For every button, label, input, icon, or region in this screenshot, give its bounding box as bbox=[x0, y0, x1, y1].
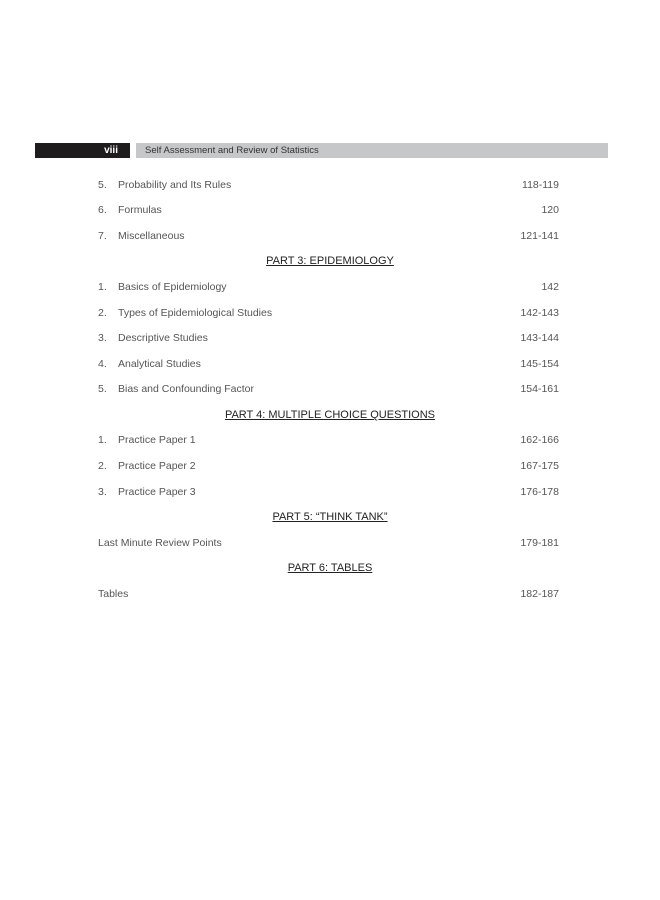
toc-entry bbox=[98, 433, 559, 447]
entry-title: Basics of Epidemiology bbox=[118, 281, 227, 293]
entry-title: Practice Paper 2 bbox=[118, 460, 196, 472]
entry-pages: 142 bbox=[541, 281, 559, 293]
toc-entry bbox=[98, 459, 559, 473]
entry-title: Descriptive Studies bbox=[118, 332, 208, 344]
entry-title: Last Minute Review Points bbox=[98, 537, 222, 549]
entry-title: Miscellaneous bbox=[118, 230, 185, 242]
entry-title: Formulas bbox=[118, 204, 162, 216]
part-3-heading: PART 3: EPIDEMIOLOGY bbox=[266, 255, 394, 267]
entry-title: Bias and Confounding Factor bbox=[118, 383, 255, 395]
toc-entry bbox=[98, 485, 559, 499]
entry-title: Tables bbox=[98, 588, 129, 600]
entry-title: Practice Paper 3 bbox=[118, 486, 196, 498]
entry-number: 5. bbox=[98, 383, 107, 395]
entry-title: Types of Epidemiological Studies bbox=[118, 307, 273, 319]
entry-pages: 154-161 bbox=[520, 383, 559, 395]
entry-number: 4. bbox=[98, 358, 107, 370]
entry-number: 7. bbox=[98, 230, 107, 242]
entry-pages: 143-144 bbox=[520, 332, 559, 344]
entry-number: 1. bbox=[98, 281, 107, 293]
entry-pages: 167-175 bbox=[520, 460, 559, 472]
entry-pages: 182-187 bbox=[520, 588, 559, 600]
entry-pages: 121-141 bbox=[520, 230, 559, 242]
entry-pages: 142-143 bbox=[520, 307, 559, 319]
part-4-heading: PART 4: MULTIPLE CHOICE QUESTIONS bbox=[224, 409, 436, 421]
entry-number: 6. bbox=[98, 204, 107, 216]
toc-entry bbox=[98, 280, 559, 294]
page-number: viii bbox=[35, 143, 130, 158]
toc-entry bbox=[98, 357, 559, 371]
entry-number: 3. bbox=[98, 486, 107, 498]
toc-entry bbox=[98, 331, 559, 345]
toc-entry bbox=[98, 587, 559, 601]
entry-number: 5. bbox=[98, 179, 107, 191]
entry-number: 2. bbox=[98, 460, 107, 472]
toc-entry bbox=[98, 178, 559, 192]
entry-pages: 162-166 bbox=[520, 434, 559, 446]
entry-pages: 179-181 bbox=[520, 537, 559, 549]
running-header bbox=[35, 143, 608, 158]
entry-title: Practice Paper 1 bbox=[118, 434, 196, 446]
entry-title: Probability and Its Rules bbox=[118, 179, 232, 191]
toc-entry bbox=[98, 203, 559, 217]
toc-entry bbox=[98, 229, 559, 243]
entry-pages: 176-178 bbox=[520, 486, 559, 498]
entry-pages: 145-154 bbox=[520, 358, 559, 370]
entry-title: Analytical Studies bbox=[118, 358, 201, 370]
toc-entry bbox=[98, 536, 559, 550]
part-5-heading: PART 5: “THINK TANK” bbox=[272, 511, 388, 523]
entry-number: 1. bbox=[98, 434, 107, 446]
entry-number: 3. bbox=[98, 332, 107, 344]
toc-entry bbox=[98, 306, 559, 320]
entry-pages: 120 bbox=[541, 204, 559, 216]
book-title: Self Assessment and Review of Statistics bbox=[136, 143, 608, 158]
entry-pages: 118-119 bbox=[522, 179, 559, 191]
entry-number: 2. bbox=[98, 307, 107, 319]
part-6-heading: PART 6: TABLES bbox=[287, 562, 373, 574]
toc-entry bbox=[98, 382, 559, 396]
